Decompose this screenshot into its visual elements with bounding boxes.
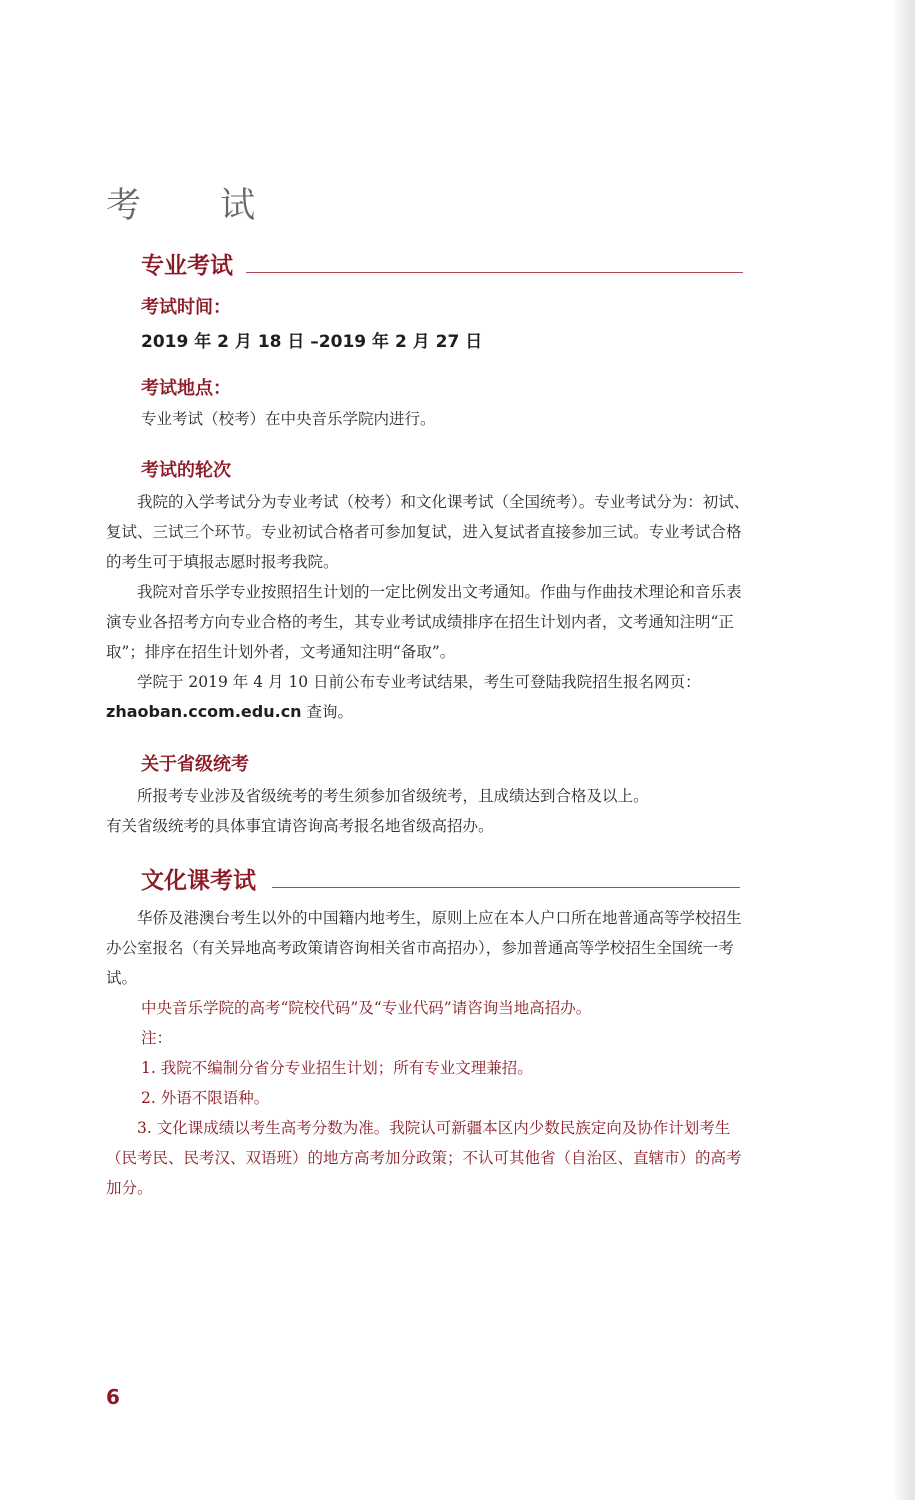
results-url-line — [106, 697, 756, 727]
provincial-exam-label: 关于省级统考 — [141, 754, 249, 775]
page-number: 6 — [106, 1385, 120, 1409]
culture-paragraph: 华侨及港澳台考生以外的中国籍内地考生，原则上应在本人户口所在地普通高等学校招生办公室报名（有关异地高考政策请咨询相关省市高招办），参加普通高等学校招生全国统一考试。 — [106, 909, 742, 987]
rounds-paragraph-1: 我院的入学考试分为专业考试（校考）和文化课考试（全国统考）。专业考试分为：初试、复试、三试三个环节。专业初试合格者可参加复试，进入复试者直接参加三试。专业考试合格的考生可于填报志愿时报考我院。 — [106, 493, 750, 571]
results-url-suffix: 查询。 — [301, 703, 354, 721]
note-item-2: 2. 外语不限语种。 — [141, 1089, 270, 1107]
provincial-line-2: 有关省级统考的具体事宜请咨询高考报名地省级高招办。 — [106, 817, 494, 835]
note-label: 注： — [141, 1029, 173, 1047]
exam-location-label: 考试地点： — [141, 378, 231, 399]
provincial-exam-body — [106, 781, 756, 841]
note-item-1: 1. 我院不编制分省分专业招生计划；所有专业文理兼招。 — [141, 1059, 533, 1077]
code-note: 中央音乐学院的高考“院校代码”及“专业代码”请咨询当地高招办。 — [141, 999, 592, 1017]
exam-rounds-body — [106, 487, 756, 727]
exam-time-value: 2019 年 2 月 18 日 –2019 年 2 月 27 日 — [141, 332, 483, 352]
heading-rule — [246, 272, 743, 273]
culture-exam-body — [106, 903, 756, 1203]
culture-notes — [106, 993, 756, 1113]
provincial-line-1: 所报考专业涉及省级统考的考生须参加省级统考，且成绩达到合格及以上。 — [137, 787, 649, 805]
section-heading-professional-exam: 专业考试 — [141, 253, 233, 279]
page-title: 考 试 — [106, 186, 290, 226]
exam-rounds-label: 考试的轮次 — [141, 460, 231, 481]
page-edge-shadow — [893, 0, 915, 1500]
exam-time-label: 考试时间： — [141, 297, 231, 318]
note-item-3: 3. 文化课成绩以考生高考分数为准。我院认可新疆本区内少数民族定向及协作计划考生（民考民、民考汉、双语班）的地方高考加分政策；不认可其他省（自治区、直辖市）的高考加分。 — [106, 1119, 742, 1197]
exam-location-value: 专业考试（校考）在中央音乐学院内进行。 — [141, 410, 436, 428]
results-url-link[interactable]: zhaoban.ccom.edu.cn — [106, 702, 302, 721]
section-heading-culture-exam: 文化课考试 — [141, 868, 256, 894]
rounds-paragraph-3: 学院于 2019 年 4 月 10 日前公布专业考试结果，考生可登陆我院招生报名网页： — [137, 673, 701, 691]
heading-rule — [272, 887, 740, 888]
rounds-paragraph-2: 我院对音乐学专业按照招生计划的一定比例发出文考通知。作曲与作曲技术理论和音乐表演专业各招考方向专业合格的考生，其专业考试成绩排序在招生计划内者，文考通知注明“正取”；排序在招生计划外者，文考通知注明“备取”。 — [106, 583, 742, 661]
